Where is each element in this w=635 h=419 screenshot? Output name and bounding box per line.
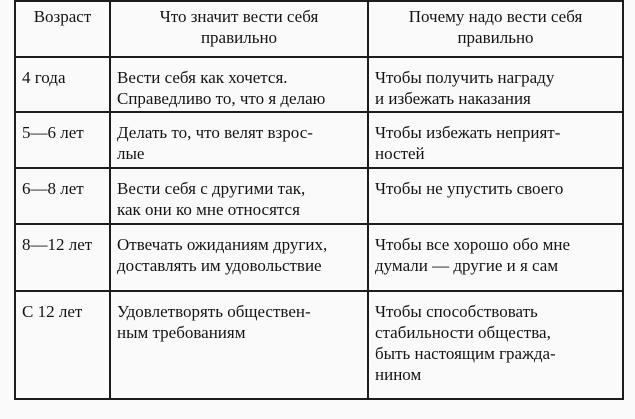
cell-what: Вести себя как хочется. Справедливо то, что я делаю bbox=[110, 57, 368, 112]
header-what-it-means: Что значит вести себя правильно bbox=[110, 1, 368, 57]
morality-by-age-table bbox=[14, 0, 624, 400]
cell-age: 5—6 лет bbox=[15, 112, 110, 168]
table-row bbox=[15, 224, 623, 291]
cell-what: Вести себя с другими так, как они ко мне относятся bbox=[110, 168, 368, 224]
header-why: Почему надо вести себя правильно bbox=[368, 1, 623, 57]
cell-age: 6—8 лет bbox=[15, 168, 110, 224]
cell-why: Чтобы не упустить своего bbox=[368, 168, 623, 224]
cell-age: 8—12 лет bbox=[15, 224, 110, 291]
cell-what: Отвечать ожиданиям других, доставлять им удовольствие bbox=[110, 224, 368, 291]
cell-why: Чтобы получить награду и избежать наказания bbox=[368, 57, 623, 112]
cell-age: С 12 лет bbox=[15, 291, 110, 399]
cell-what: Удовлетворять обществен- ным требованиям bbox=[110, 291, 368, 399]
cell-why: Чтобы все хорошо обо мне думали — другие и я сам bbox=[368, 224, 623, 291]
cell-why: Чтобы способствовать стабильности общества, быть настоящим гражда- нином bbox=[368, 291, 623, 399]
cell-what: Делать то, что велят взрос- лые bbox=[110, 112, 368, 168]
table-row bbox=[15, 57, 623, 112]
table-row bbox=[15, 112, 623, 168]
table-row bbox=[15, 291, 623, 399]
table-row bbox=[15, 168, 623, 224]
cell-why: Чтобы избежать неприят- ностей bbox=[368, 112, 623, 168]
cell-age: 4 года bbox=[15, 57, 110, 112]
header-age: Возраст bbox=[15, 1, 110, 57]
table-header-row bbox=[15, 1, 623, 57]
